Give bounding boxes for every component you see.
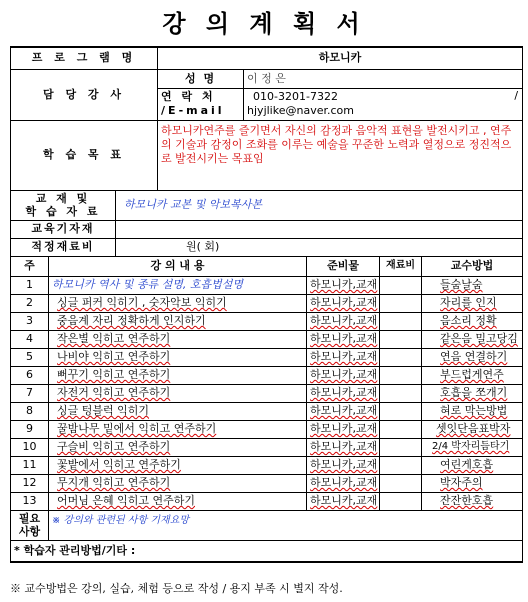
lecture-plan-table	[10, 46, 523, 563]
week-cell: 10	[11, 438, 49, 456]
contact-label-line1: 연 락 처	[161, 90, 216, 103]
col-fee: 재료비	[380, 256, 422, 276]
prep-cell: 하모니카,교재	[307, 330, 380, 348]
content-cell: 자전거 익히고 연주하기	[49, 384, 307, 402]
prep-cell: 하모니카,교재	[307, 276, 380, 294]
name-label: 성 명	[158, 69, 244, 88]
col-content: 강 의 내 용	[49, 256, 307, 276]
col-week: 주	[11, 256, 49, 276]
week-cell: 7	[11, 384, 49, 402]
materials-label	[11, 190, 116, 220]
week-cell: 3	[11, 312, 49, 330]
fee-cell	[380, 456, 422, 474]
table-row	[11, 492, 523, 510]
method-cell: 여린게호흡	[422, 456, 523, 474]
method-cell: 자리를 인지	[422, 294, 523, 312]
prep-cell: 하모니카,교재	[307, 456, 380, 474]
fee-cell	[380, 402, 422, 420]
table-row	[11, 294, 523, 312]
content-cell: 무지개 익히고 연주하기	[49, 474, 307, 492]
document-title: 강 의 계 획 서	[162, 10, 366, 38]
content-cell: 꿀밤나무 밑에서 익히고 연주하기	[49, 420, 307, 438]
week-cell: 5	[11, 348, 49, 366]
table-row	[11, 348, 523, 366]
table-row	[11, 474, 523, 492]
fee-cell	[380, 348, 422, 366]
prep-cell: 하모니카,교재	[307, 384, 380, 402]
col-method: 교수방법	[422, 256, 523, 276]
table-row	[11, 438, 523, 456]
instructor-label: 담 당 강 사	[11, 69, 158, 120]
equipment-label: 교육기자재	[11, 220, 116, 238]
contact-slash: /	[514, 88, 519, 102]
fee-cell	[380, 492, 422, 510]
table-row	[11, 420, 523, 438]
program-label: 프 로 그 램 명	[11, 47, 158, 69]
prep-cell: 하모니카,교재	[307, 366, 380, 384]
week-cell: 13	[11, 492, 49, 510]
materials-label-line2: 학 습 자 료	[25, 205, 101, 218]
method-cell: 2/4 박자리듬타기	[422, 438, 523, 456]
fee-cell	[380, 366, 422, 384]
content-cell: 하모니카 역사 및 종류 설명, 호흡법설명	[49, 276, 307, 294]
table-row	[11, 330, 523, 348]
contact-label-line2: /E-mail	[161, 104, 225, 117]
prep-cell: 하모니카,교재	[307, 348, 380, 366]
method-cell: 셋잇단음표박자	[422, 420, 523, 438]
content-cell: 꽃밭에서 익히고 연주하기	[49, 456, 307, 474]
fee-cell	[380, 276, 422, 294]
method-cell: 같은음 밀고당김	[422, 330, 523, 348]
table-row	[11, 366, 523, 384]
goal-text: 하모니카연주를 즐기면서 자신의 감정과 음악적 표현을 발전시키고 , 연주의 기술과 감정이 조화를 이루는 예술을 꾸준한 노력과 열정으로 정진적으로 발전시키는 목표임	[158, 120, 523, 190]
content-cell: 싱글 텅블럭 익히기	[49, 402, 307, 420]
week-cell: 2	[11, 294, 49, 312]
supplies-value: ※ 강의와 관련된 사항 기재요망	[49, 510, 523, 540]
fee-cell	[380, 312, 422, 330]
week-cell: 9	[11, 420, 49, 438]
footnote: ※ 교수방법은 강의, 실습, 체험 등으로 작성 / 용지 부족 시 별지 작성.	[10, 582, 343, 595]
program-value: 하모니카	[158, 47, 523, 69]
supplies-label	[11, 510, 49, 540]
week-cell: 12	[11, 474, 49, 492]
method-cell: 혀로 막는방법	[422, 402, 523, 420]
content-cell: 싱글 퍼커 익히기 , 숫자악보 익히기	[49, 294, 307, 312]
method-cell: 음소리 정확	[422, 312, 523, 330]
prep-cell: 하모니카,교재	[307, 294, 380, 312]
supplies-label-line1: 필요	[18, 512, 41, 525]
prep-cell: 하모니카,교재	[307, 492, 380, 510]
content-cell: 작은별 익히고 연주하기	[49, 330, 307, 348]
prep-cell: 하모니카,교재	[307, 402, 380, 420]
method-cell: 부드럽게연주	[422, 366, 523, 384]
materials-label-line1: 교 재 및	[35, 192, 91, 205]
method-cell: 연음 연결하기	[422, 348, 523, 366]
fee-cell	[380, 420, 422, 438]
prep-cell: 하모니카,교재	[307, 420, 380, 438]
method-cell: 들숨날숨	[422, 276, 523, 294]
contact-label	[158, 88, 244, 120]
fee-cell	[380, 294, 422, 312]
content-cell: 중음계 자리 정확하게 인지하기	[49, 312, 307, 330]
method-cell: 잔잔한호흡	[422, 492, 523, 510]
content-cell: 어머님 은혜 익히고 연주하기	[49, 492, 307, 510]
email: hjyjlike@naver.com	[247, 104, 354, 117]
equipment-value	[116, 220, 523, 238]
goal-label: 학 습 목 표	[11, 120, 158, 190]
supplies-label-line2: 사항	[18, 525, 41, 538]
instructor-name: 이 정 은	[244, 69, 523, 88]
fee-cell	[380, 384, 422, 402]
content-cell: 나비야 익히고 연주하기	[49, 348, 307, 366]
material-fee-label: 적정재료비	[11, 238, 116, 256]
fee-cell	[380, 330, 422, 348]
table-row	[11, 276, 523, 294]
col-prep: 준비물	[307, 256, 380, 276]
content-cell: 뻐꾸기 익히고 연주하기	[49, 366, 307, 384]
phone: 010-3201-7322	[253, 90, 338, 103]
materials-value: 하모니카 교본 및 악보복사본	[116, 190, 523, 220]
week-cell: 6	[11, 366, 49, 384]
week-cell: 1	[11, 276, 49, 294]
prep-cell: 하모니카,교재	[307, 474, 380, 492]
method-cell: 박자주의	[422, 474, 523, 492]
content-cell: 구슬비 익히고 연주하기	[49, 438, 307, 456]
week-cell: 11	[11, 456, 49, 474]
table-row	[11, 312, 523, 330]
table-row	[11, 456, 523, 474]
table-row	[11, 402, 523, 420]
contact-value	[244, 88, 523, 120]
week-cell: 4	[11, 330, 49, 348]
fee-cell	[380, 474, 422, 492]
week-cell: 8	[11, 402, 49, 420]
prep-cell: 하모니카,교재	[307, 312, 380, 330]
table-row	[11, 384, 523, 402]
learner-mgmt-label: * 학습자 관리방법/기타 :	[11, 540, 523, 562]
fee-cell	[380, 438, 422, 456]
prep-cell: 하모니카,교재	[307, 438, 380, 456]
material-fee-value: 원( 회)	[116, 238, 523, 256]
method-cell: 호흡을 쪼개기	[422, 384, 523, 402]
